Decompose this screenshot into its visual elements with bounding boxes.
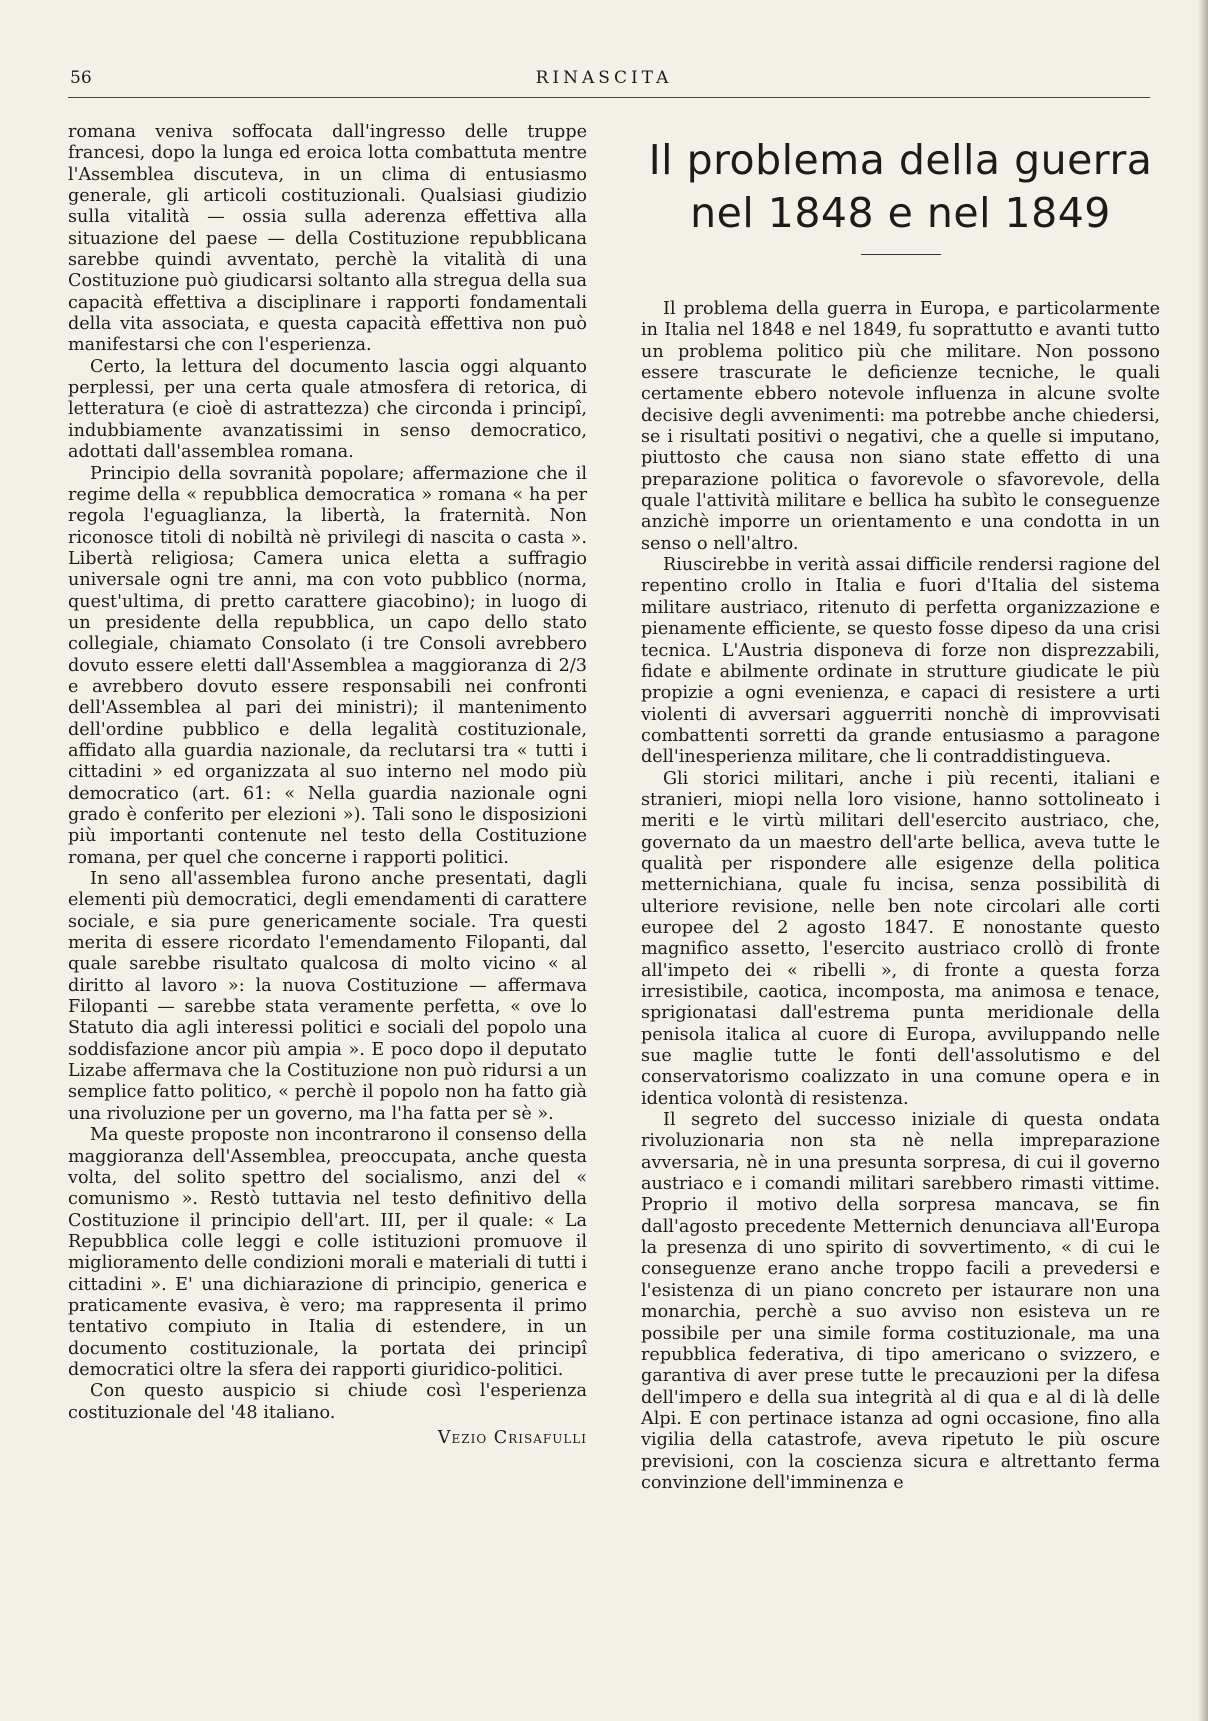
header-rule [68, 97, 1150, 98]
left-paragraph: Con questo auspicio si chiude così l'esperienza costituzionale del '48 italiano. [68, 1381, 587, 1423]
article-title-line-1: Il problema della guerra [648, 136, 1153, 184]
article-paragraph: Il segreto del successo iniziale di questa ondata rivoluzionaria non sta nè nella impreparazione avversaria, nè in una presunta sorpresa, di cui il governo austriaco e i comandi militari sarebbero rimasti vittime. Proprio il motivo della sorpresa mancava, se fin dall'agosto precedente Metternich denunciava all'Europa la presenza di uno spirito di sovvertimento, « di cui le conseguenze erano anche troppo facili a prevedersi e l'esistenza di un piano concreto per istaurare non una monarchia, perchè a suo avviso non esisteva un re possibile per una simile forma costituzionale, ma una repubblica federativa, di tipo americano o svizzero, e garantiva di aver prese tutte le precauzioni per la difesa dell'impero e della sua integrità al di qua e al di là delle Alpi. E con pertinace istanza ad ogni occasione, fino alla vigilia della catastrofe, aveva ripetuto le più oscure previsioni, con la coscienza sicura e altrettanto ferma convinzione dell'imminenza e [641, 1110, 1160, 1493]
left-paragraph: Ma queste proposte non incontrarono il consenso della maggioranza dell'Assemblea, preoccupata, anche questa volta, del solito spettro del socialismo, anzi del « comunismo ». Restò tuttavia nel testo definitivo della Costituzione il principio dell'art. III, per il quale: « La Repubblica colle leggi e colle istituzioni promuove il miglioramento delle condizioni morali e materiali di tutti i cittadini ». E' una dichiarazione di principio, generica e praticamente evasiva, è vero; ma rappresenta il primo tentativo compiuto in Italia di estendere, in un documento costituzionale, la portata dei principî democratici oltre la sfera dei rapporti giuridico-politici. [68, 1125, 587, 1380]
page-edge-shadow [1198, 0, 1208, 1721]
article-paragraph: Riuscirebbe in verità assai difficile rendersi ragione del repentino crollo in Italia e fuori d'Italia del sistema militare austriaco, ritenuto di perfetta organizzazione e pienamente efficiente, se questo fosse dipeso da una crisi tecnica. L'Austria disponeva di forze non disprezzabili, fidate e abilmente ordinate in strutture giudicate le più propizie a ogni evenienza, e capaci di resistere a urti violenti di avversari agguerriti nonchè di improvvisati combattenti sorretti da grande entusiasmo a paragone dell'inesperienza militare, che li contraddistingueva. [641, 555, 1160, 768]
left-paragraph: In seno all'assemblea furono anche presentati, dagli elementi più democratici, degli emendamenti di carattere sociale, e sia pure genericamente sociale. Tra questi merita di essere ricordato l'emendamento Filopanti, dal quale sarebbe risultato qualcosa di molto vicino « al diritto al lavoro »: la nuova Costituzione — affermava Filopanti — sarebbe stata veramente perfetta, « ove lo Statuto dia agli interessi politici e sociali del popolo una soddisfazione ancor più ampia ». E poco dopo il deputato Lizabe affermava che la Costituzione non può ridursi a un semplice fatto politico, « perchè il popolo non ha fatto già una rivoluzione per un governo, ma l'ha fatta per sè ». [68, 869, 587, 1124]
article-title [641, 134, 1160, 240]
article-paragraph: Gli storici militari, anche i più recenti, italiani e stranieri, miopi nella loro visione, hanno sottolineato i meriti e le virtù militari dell'esercito austriaco, che, governato da un maestro dell'arte bellica, aveva tutte le qualità per rispondere alle esigenze della politica metternichiana, quale fu incisa, senza possibilità di ulteriore revisione, nelle ben note circolari alle corti europee del 2 agosto 1847. E nonostante questo magnifico assetto, l'esercito austriaco crollò di fronte all'impeto dei « ribelli », di fronte a questa forza irresistibile, caotica, incomposta, ma animosa e tenace, sprigionatasi dall'estrema punta meridionale della penisola italica al cuore di Europa, avviluppando nelle sue maglie tutte le fonti dell'assolutismo e del conservatorismo coalizzato in una comune opera e in identica volontà di resistenza. [641, 768, 1160, 1109]
title-rule [861, 254, 941, 255]
article-paragraph: Il problema della guerra in Europa, e particolarmente in Italia nel 1848 e nel 1849, fu soprattutto e avanti tutto un problema politico più che militare. Non possono essere trascurate le deficienze tecniche, le quali certamente ebbero notevole influenza in alcune svolte decisive degli avvenimenti: ma potrebbe anche chiedersi, se i risultati positivi o negativi, che a quelle si imputano, piuttosto che causa non siano state effetto di una preparazione politica o favorevole o sfavorevole, della quale l'attività militare e bellica ha subìto le conseguenze anzichè imporre un orientamento e una condotta in un senso o nell'altro. [641, 299, 1160, 554]
author-signature: Vezio Crisafulli [437, 1427, 587, 1448]
right-column [641, 122, 1160, 1494]
journal-running-head: RINASCITA [535, 68, 673, 88]
left-paragraph: Certo, la lettura del documento lascia oggi alquanto perplessi, per una certa quale atmosfera di retorica, di letteratura (e cioè di astrattezza) che circonda i principî, indubbiamente avanzatissimi in senso democratico, adottati dall'assemblea romana. [68, 356, 587, 463]
page-number: 56 [70, 68, 92, 88]
left-paragraph: Principio della sovranità popolare; affermazione che il regime della « repubblica democratica » romana « ha per regola l'eguaglianza, la libertà, la fraternità. Non riconosce titoli di nobiltà nè privilegi di nascita o casta ». Libertà religiosa; Camera unica eletta a suffragio universale ogni tre anni, ma con voto pubblico (norma, quest'ultima, di pretto carattere giacobino); in luogo di un presidente della repubblica, un capo dello stato collegiale, chiamato Consolato (i tre Consoli avrebbero dovuto essere eletti dall'Assemblea a maggioranza di 2/3 e avrebbero dovuto essere responsabili nei confronti dell'Assemblea al pari dei ministri); il mantenimento dell'ordine pubblico e della legalità costituzionale, affidato alla guardia nazionale, da reclutarsi tra « tutti i cittadini » ed organizzata al suo interno nel modo più democratico (art. 61: « Nella guardia nazionale ogni grado è conferito per elezioni »). Tali sono le disposizioni più importanti contenute nel testo della Costituzione romana, per quel che concerne i rapporti politici. [68, 463, 587, 868]
left-column [68, 122, 587, 1449]
article-title-line-2: nel 1848 e nel 1849 [690, 189, 1111, 237]
left-paragraph: romana veniva soffocata dall'ingresso delle truppe francesi, dopo la lunga ed eroica lotta combattuta mentre l'Assemblea discuteva, in un clima di entusiasmo generale, gli articoli costituzionali. Qualsiasi giudizio sulla vitalità — ossia sulla aderenza effettiva alla situazione del paese — della Costituzione repubblicana sarebbe quindi avventato, perchè la vitalità di una Costituzione può giudicarsi soltanto alla stregua della sua capacità effettiva a disciplinare i rapporti fondamentali della vita associata, e questa capacità effettiva non può manifestarsi che con l'esperienza. [68, 122, 587, 356]
